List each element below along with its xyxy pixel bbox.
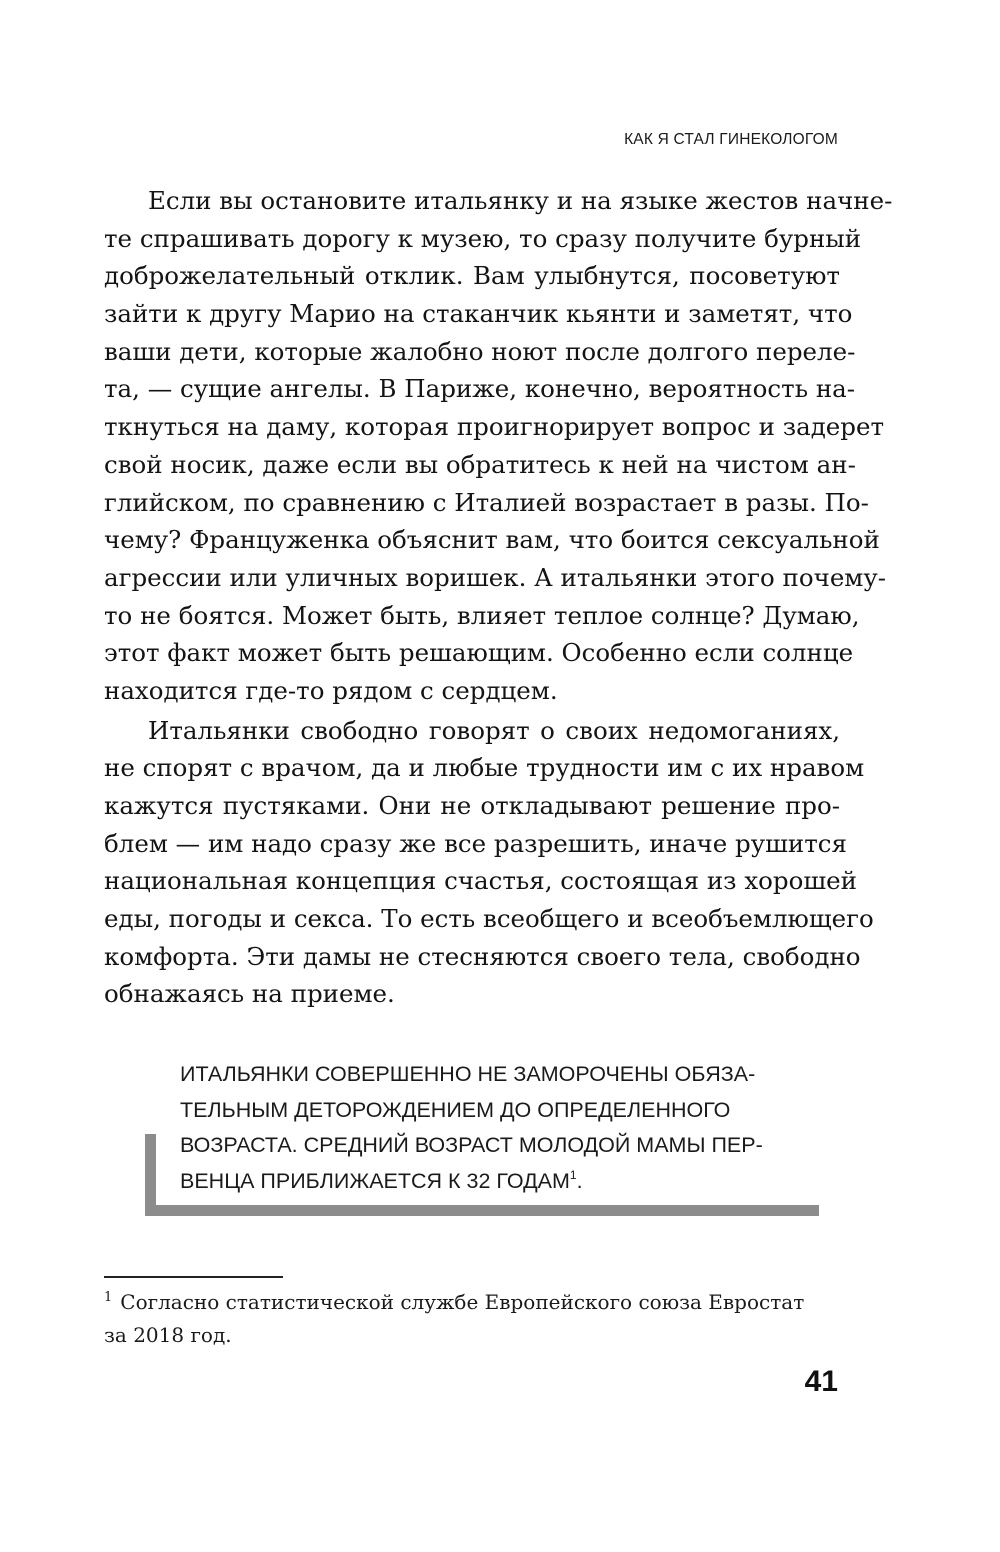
text-line: обнажаясь на приеме. [104,979,395,1009]
text-line: чему? Француженка объяснит вам, что боится сексуальной [104,525,880,555]
pull-quote [180,1057,792,1199]
text-line: зайти к другу Марио на стаканчик кьянти и заметят, что [104,299,853,329]
text-line: национальная концепция счастья, состоящая из хорошей [104,866,857,896]
text-line: ткнуться на даму, которая проигнорирует вопрос и задерет [104,412,885,442]
footnote-line [104,1286,844,1319]
footnote-reference[interactable]: 1 [569,1167,577,1182]
text-line: ваши дети, которые жалобно ноют после долгого переле- [104,336,856,366]
text-line: Итальянки свободно говорят о своих недомоганиях, [148,715,840,745]
text-line: блем — им надо сразу же все разрешить, иначе рушится [104,828,847,858]
pull-quote-line: ИТАЛЬЯНКИ СОВЕРШЕННО НЕ ЗАМОРОЧЕНЫ ОБЯЗА- [180,1062,756,1086]
pull-quote-bottom-bar [145,1205,819,1216]
footnote-divider [104,1276,283,1278]
text-line: та, — сущие ангелы. В Париже, конечно, вероятность на- [104,374,856,404]
running-head: КАК Я СТАЛ ГИНЕКОЛОГОМ [624,131,838,148]
text-line: глийском, по сравнению с Италией возрастает в разы. По- [104,487,869,517]
text-line: доброжелательный отклик. Вам улыбнутся, посоветуют [104,261,840,291]
footnote-marker: 1 [104,1290,113,1305]
pull-quote-end-punct: . [576,1168,583,1193]
text-line: этот факт может быть решающим. Особенно если солнце [104,638,854,668]
body-text [104,182,893,1013]
footnote-line: за 2018 год. [104,1323,232,1347]
text-line: находится где-то рядом с сердцем. [104,675,558,705]
paragraph-1 [104,182,893,710]
pull-quote-line: ТЕЛЬНЫМ ДЕТОРОЖДЕНИЕМ ДО ОПРЕДЕЛЕННОГО [180,1097,731,1122]
text-line: кажутся пустяками. Они не откладывают решение про- [104,791,840,820]
text-line: то не боятся. Может быть, влияет теплое солнце? Думаю, [104,600,860,630]
text-line: еды, погоды и секса. То есть всеобщего и всеобъемлющего [104,904,874,934]
text-line: Если вы остановите итальянку и на языке жестов начне- [148,186,893,215]
text-line: не спорят с врачом, да и любые трудности им с их нравом [104,753,865,783]
pull-quote-side-bar [145,1134,156,1216]
text-line: агрессии или уличных воришек. А итальянки этого почему- [104,562,887,592]
text-line: комфорта. Эти дамы не стесняются своего тела, свободно [104,941,861,971]
footnote-text: Согласно статистической службе Европейского союза Евростат [120,1290,805,1314]
footnote [104,1286,844,1352]
pull-quote-line-text: ВЕНЦА ПРИБЛИЖАЕТСЯ К 32 ГОДАМ [180,1168,570,1193]
page-number: 41 [804,1365,838,1398]
text-line: свой носик, даже если вы обратитесь к ней на чистом ан- [104,449,856,479]
pull-quote-line-last [180,1164,792,1200]
pull-quote-line: ВОЗРАСТА. СРЕДНИЙ ВОЗРАСТ МОЛОДОЙ МАМЫ ПЕР- [180,1133,763,1157]
paragraph-2 [104,712,874,1014]
text-line: те спрашивать дорогу к музею, то сразу получите бурный [104,223,862,253]
